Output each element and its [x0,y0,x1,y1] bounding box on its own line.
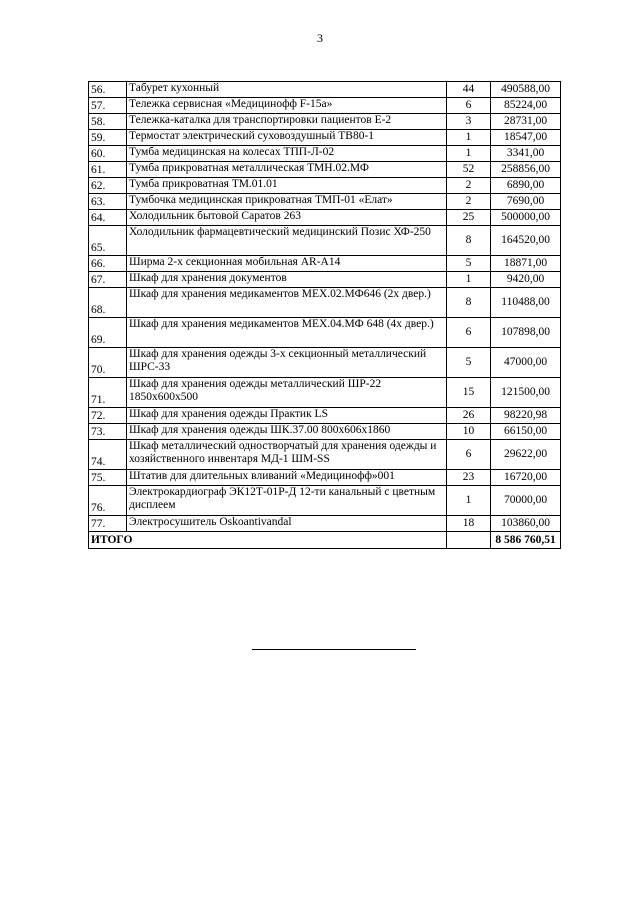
row-number-cell: 65. [89,226,127,256]
table-row [89,146,561,162]
item-name-cell: Шкаф для хранения медикаментов МЕХ.02.МФ646 (2х двер.) [127,288,447,318]
amount-cell: 3341,00 [491,146,561,162]
row-number-cell: 60. [89,146,127,162]
table-row [89,424,561,440]
table-row [89,440,561,470]
row-number-cell: 61. [89,162,127,178]
table-row [89,162,561,178]
quantity-cell: 8 [447,288,491,318]
quantity-cell: 1 [447,272,491,288]
item-name-cell: Тумба медицинская на колесах ТПП-Л-02 [127,146,447,162]
row-number-cell: 68. [89,288,127,318]
item-name-cell: Тележка-каталка для транспортировки пациентов Е-2 [127,114,447,130]
item-name-cell: Холодильник фармацевтический медицинский Позис ХФ-250 [127,226,447,256]
amount-cell: 18871,00 [491,256,561,272]
quantity-cell: 1 [447,486,491,516]
item-name-cell: Тумба прикроватная ТМ.01.01 [127,178,447,194]
item-name-cell: Шкаф металлический одностворчатый для хранения одежды и хозяйственного инвентаря МД-1 ШМ-SS [127,440,447,470]
quantity-cell: 25 [447,210,491,226]
table-row [89,194,561,210]
item-name-cell: Электросушитель Oskoantivandal [127,516,447,532]
amount-cell: 29622,00 [491,440,561,470]
item-name-cell: Шкаф для хранения одежды металлический ШР-22 1850х600х500 [127,378,447,408]
item-name-cell: Тележка сервисная «Медицинофф F-15a» [127,98,447,114]
row-number-cell: 67. [89,272,127,288]
table-row [89,348,561,378]
item-name-cell: Электрокардиограф ЭК12Т-01Р-Д 12-ти канальный с цветным дисплеем [127,486,447,516]
item-name-cell: Термостат электрический суховоздушный ТВ80-1 [127,130,447,146]
item-name-cell: Шкаф для хранения медикаментов МЕХ.04.МФ 648 (4х двер.) [127,318,447,348]
row-number-cell: 72. [89,408,127,424]
item-name-cell: Тумбочка медицинская прикроватная ТМП-01 «Елат» [127,194,447,210]
item-name-cell: Холодильник бытовой Саратов 263 [127,210,447,226]
table-row [89,378,561,408]
row-number-cell: 66. [89,256,127,272]
row-number-cell: 69. [89,318,127,348]
row-number-cell: 73. [89,424,127,440]
amount-cell: 107898,00 [491,318,561,348]
amount-cell: 500000,00 [491,210,561,226]
amount-cell: 28731,00 [491,114,561,130]
row-number-cell: 70. [89,348,127,378]
quantity-cell: 1 [447,146,491,162]
quantity-cell: 52 [447,162,491,178]
item-name-cell: Табурет кухонный [127,82,447,98]
row-number-cell: 64. [89,210,127,226]
quantity-cell: 2 [447,194,491,210]
amount-cell: 490588,00 [491,82,561,98]
inventory-table-body [89,82,561,549]
row-number-cell: 57. [89,98,127,114]
table-row [89,318,561,348]
total-label: ИТОГО [89,532,447,549]
table-row [89,272,561,288]
table-row [89,408,561,424]
quantity-cell: 23 [447,470,491,486]
signature-line [252,649,416,650]
quantity-cell: 15 [447,378,491,408]
amount-cell: 7690,00 [491,194,561,210]
amount-cell: 258856,00 [491,162,561,178]
amount-cell: 121500,00 [491,378,561,408]
total-value: 8 586 760,51 [491,532,561,549]
table-row [89,178,561,194]
quantity-cell: 18 [447,516,491,532]
item-name-cell: Шкаф для хранения одежды Практик LS [127,408,447,424]
row-number-cell: 62. [89,178,127,194]
quantity-cell: 8 [447,226,491,256]
quantity-cell: 6 [447,98,491,114]
table-row [89,130,561,146]
quantity-cell: 1 [447,130,491,146]
total-row [89,532,561,549]
quantity-cell: 6 [447,440,491,470]
amount-cell: 164520,00 [491,226,561,256]
item-name-cell: Ширма 2-х секционная мобильная AR-A14 [127,256,447,272]
table-row [89,516,561,532]
amount-cell: 110488,00 [491,288,561,318]
amount-cell: 9420,00 [491,272,561,288]
table-row [89,114,561,130]
page-number: 3 [317,31,323,45]
item-name-cell: Шкаф для хранения одежды ШК.37.00 800х606х1860 [127,424,447,440]
quantity-cell: 3 [447,114,491,130]
table-row [89,226,561,256]
row-number-cell: 59. [89,130,127,146]
table-row [89,210,561,226]
amount-cell: 85224,00 [491,98,561,114]
item-name-cell: Шкаф для хранения документов [127,272,447,288]
total-quantity-cell [447,532,491,549]
quantity-cell: 26 [447,408,491,424]
amount-cell: 47000,00 [491,348,561,378]
item-name-cell: Штатив для длительных вливаний «Медицинофф»001 [127,470,447,486]
table-row [89,98,561,114]
row-number-cell: 76. [89,486,127,516]
inventory-table [88,81,561,549]
item-name-cell: Тумба прикроватная металлическая ТМН.02.МФ [127,162,447,178]
amount-cell: 103860,00 [491,516,561,532]
quantity-cell: 2 [447,178,491,194]
amount-cell: 70000,00 [491,486,561,516]
quantity-cell: 5 [447,348,491,378]
row-number-cell: 74. [89,440,127,470]
row-number-cell: 71. [89,378,127,408]
amount-cell: 98220,98 [491,408,561,424]
table-row [89,82,561,98]
table-row [89,470,561,486]
quantity-cell: 6 [447,318,491,348]
amount-cell: 16720,00 [491,470,561,486]
table-row [89,288,561,318]
quantity-cell: 5 [447,256,491,272]
table-row [89,256,561,272]
amount-cell: 66150,00 [491,424,561,440]
row-number-cell: 58. [89,114,127,130]
row-number-cell: 75. [89,470,127,486]
row-number-cell: 56. [89,82,127,98]
row-number-cell: 77. [89,516,127,532]
amount-cell: 6890,00 [491,178,561,194]
quantity-cell: 44 [447,82,491,98]
table-row [89,486,561,516]
item-name-cell: Шкаф для хранения одежды 3-х секционный металлический ШРС-33 [127,348,447,378]
row-number-cell: 63. [89,194,127,210]
amount-cell: 18547,00 [491,130,561,146]
quantity-cell: 10 [447,424,491,440]
